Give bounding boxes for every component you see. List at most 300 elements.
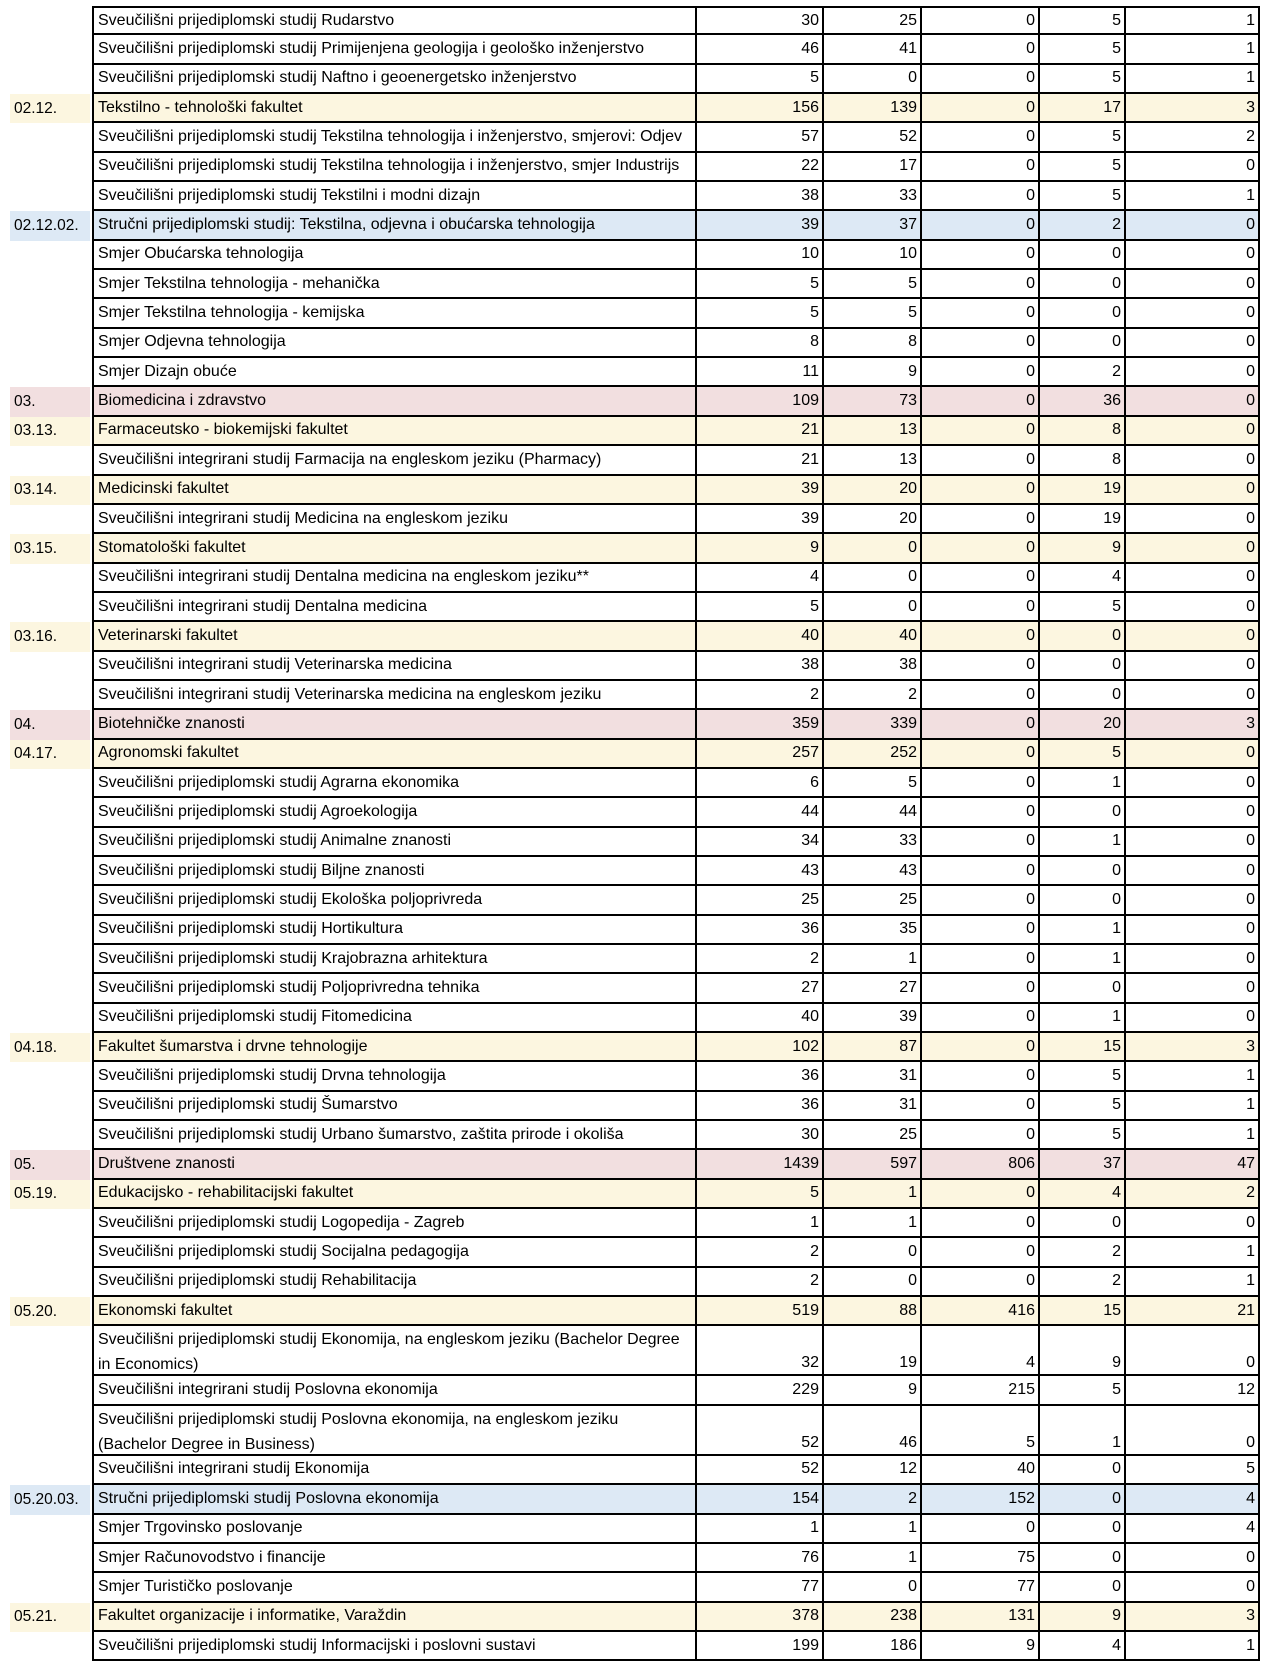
row-cells	[92, 35, 1260, 64]
table-row	[10, 1515, 1260, 1544]
table-row	[10, 299, 1260, 328]
value-cell-2: 1	[824, 1180, 922, 1207]
value-cell-1: 44	[697, 798, 824, 825]
row-cells	[92, 65, 1260, 94]
row-cells	[92, 182, 1260, 211]
value-cell-1: 36	[697, 1092, 824, 1119]
value-cell-5: 0	[1126, 1326, 1260, 1374]
value-cell-2: 33	[824, 182, 922, 209]
value-cell-3: 0	[922, 652, 1040, 679]
value-cell-2: 597	[824, 1150, 922, 1177]
value-cell-4: 37	[1040, 1150, 1126, 1177]
value-cell-4: 20	[1040, 710, 1126, 737]
value-cell-4: 2	[1040, 211, 1126, 238]
row-code	[10, 358, 90, 387]
table-row	[10, 270, 1260, 299]
value-cell-1: 36	[697, 1062, 824, 1089]
study-name-cell: Farmaceutsko - biokemijski fakultet	[92, 417, 697, 444]
row-code	[10, 123, 90, 152]
study-name-cell: Sveučilišni prijediplomski studij Agrarna ekonomika	[92, 769, 697, 796]
value-cell-4: 4	[1040, 1632, 1126, 1659]
value-cell-5: 0	[1126, 652, 1260, 679]
value-cell-3: 0	[922, 769, 1040, 796]
value-cell-5: 0	[1126, 329, 1260, 356]
row-code: 03.15.	[10, 534, 90, 563]
value-cell-3: 0	[922, 94, 1040, 121]
study-name-cell: Sveučilišni integrirani studij Medicina na engleskom jeziku	[92, 505, 697, 532]
table-row	[10, 65, 1260, 94]
study-name-cell: Sveučilišni prijediplomski studij Rehabilitacija	[92, 1268, 697, 1295]
value-cell-4: 19	[1040, 505, 1126, 532]
value-cell-2: 1	[824, 1544, 922, 1571]
study-name-cell: Sveučilišni integrirani studij Dentalna medicina na engleskom jeziku**	[92, 564, 697, 591]
value-cell-4: 1	[1040, 828, 1126, 855]
row-code	[10, 299, 90, 328]
study-name-cell: Medicinski fakultet	[92, 476, 697, 503]
study-name-cell: Stručni prijediplomski studij: Tekstilna, odjevna i obućarska tehnologija	[92, 211, 697, 238]
row-cells	[92, 153, 1260, 182]
value-cell-5: 0	[1126, 916, 1260, 943]
row-code	[10, 1326, 90, 1376]
study-name-cell: Sveučilišni prijediplomski studij Šumarstvo	[92, 1092, 697, 1119]
table-row	[10, 564, 1260, 593]
value-cell-4: 5	[1040, 1062, 1126, 1089]
row-cells	[92, 476, 1260, 505]
value-cell-4: 0	[1040, 329, 1126, 356]
table-row	[10, 1150, 1260, 1179]
row-code	[10, 6, 90, 35]
row-code	[10, 65, 90, 94]
study-name-cell: Sveučilišni prijediplomski studij Ekološka poljoprivreda	[92, 886, 697, 913]
value-cell-3: 0	[922, 8, 1040, 33]
value-cell-4: 0	[1040, 652, 1126, 679]
study-name-cell: Sveučilišni prijediplomski studij Hortikultura	[92, 916, 697, 943]
value-cell-1: 4	[697, 564, 824, 591]
value-cell-5: 4	[1126, 1485, 1260, 1512]
value-cell-5: 0	[1126, 593, 1260, 620]
value-cell-1: 378	[697, 1603, 824, 1630]
value-cell-1: 39	[697, 476, 824, 503]
value-cell-1: 46	[697, 35, 824, 62]
value-cell-4: 5	[1040, 65, 1126, 92]
value-cell-3: 0	[922, 1209, 1040, 1236]
value-cell-1: 30	[697, 1121, 824, 1148]
value-cell-3: 215	[922, 1376, 1040, 1403]
row-cells	[92, 211, 1260, 240]
row-cells	[92, 446, 1260, 475]
value-cell-1: 38	[697, 182, 824, 209]
row-code	[10, 1376, 90, 1405]
value-cell-4: 0	[1040, 299, 1126, 326]
study-name-cell: Sveučilišni integrirani studij Farmacija na engleskom jeziku (Pharmacy)	[92, 446, 697, 473]
value-cell-4: 5	[1040, 182, 1126, 209]
value-cell-2: 0	[824, 1573, 922, 1600]
study-name-cell: Sveučilišni prijediplomski studij Naftno i geoenergetsko inženjerstvo	[92, 65, 697, 92]
row-code	[10, 329, 90, 358]
row-cells	[92, 505, 1260, 534]
value-cell-3: 0	[922, 182, 1040, 209]
value-cell-3: 40	[922, 1456, 1040, 1483]
value-cell-2: 5	[824, 270, 922, 297]
table-row	[10, 153, 1260, 182]
row-cells	[92, 1632, 1260, 1661]
value-cell-5: 1	[1126, 1238, 1260, 1265]
value-cell-4: 8	[1040, 417, 1126, 444]
row-code	[10, 1268, 90, 1297]
table-row	[10, 94, 1260, 123]
table-row	[10, 329, 1260, 358]
row-cells	[92, 593, 1260, 622]
value-cell-2: 13	[824, 417, 922, 444]
value-cell-5: 0	[1126, 769, 1260, 796]
row-cells	[92, 1062, 1260, 1091]
value-cell-3: 0	[922, 123, 1040, 150]
row-code	[10, 857, 90, 886]
study-name-cell: Biotehničke znanosti	[92, 710, 697, 737]
value-cell-1: 22	[697, 153, 824, 180]
row-code	[10, 945, 90, 974]
study-name-cell: Sveučilišni prijediplomski studij Ekonomija, na engleskom jeziku (Bachelor Degree in Economics)	[92, 1326, 697, 1374]
table-row	[10, 593, 1260, 622]
row-cells	[92, 1180, 1260, 1209]
row-cells	[92, 1456, 1260, 1485]
value-cell-5: 1	[1126, 1092, 1260, 1119]
value-cell-4: 5	[1040, 1092, 1126, 1119]
table-row	[10, 387, 1260, 416]
study-name-cell: Sveučilišni prijediplomski studij Logopedija - Zagreb	[92, 1209, 697, 1236]
value-cell-2: 339	[824, 710, 922, 737]
value-cell-1: 39	[697, 505, 824, 532]
value-cell-5: 3	[1126, 1603, 1260, 1630]
value-cell-4: 0	[1040, 974, 1126, 1001]
value-cell-3: 131	[922, 1603, 1040, 1630]
study-name-cell: Smjer Računovodstvo i financije	[92, 1544, 697, 1571]
value-cell-1: 2	[697, 1268, 824, 1295]
value-cell-1: 5	[697, 65, 824, 92]
row-cells	[92, 974, 1260, 1003]
study-name-cell: Sveučilišni prijediplomski studij Informacijski i poslovni sustavi	[92, 1632, 697, 1659]
row-code	[10, 153, 90, 182]
value-cell-4: 5	[1040, 1121, 1126, 1148]
value-cell-2: 13	[824, 446, 922, 473]
table-row	[10, 6, 1260, 35]
row-code: 05.19.	[10, 1180, 90, 1209]
value-cell-3: 0	[922, 798, 1040, 825]
value-cell-3: 0	[922, 534, 1040, 561]
value-cell-3: 0	[922, 1515, 1040, 1542]
row-cells	[92, 270, 1260, 299]
value-cell-1: 1439	[697, 1150, 824, 1177]
value-cell-2: 10	[824, 241, 922, 268]
study-name-cell: Sveučilišni prijediplomski studij Tekstilna tehnologija i inženjerstvo, smjerovi: Odjev	[92, 123, 697, 150]
value-cell-5: 1	[1126, 1632, 1260, 1659]
row-cells	[92, 6, 1260, 35]
value-cell-1: 32	[697, 1326, 824, 1374]
row-cells	[92, 681, 1260, 710]
row-code	[10, 798, 90, 827]
value-cell-5: 1	[1126, 35, 1260, 62]
row-cells	[92, 886, 1260, 915]
value-cell-4: 5	[1040, 593, 1126, 620]
study-name-cell: Sveučilišni integrirani studij Ekonomija	[92, 1456, 697, 1483]
study-name-cell: Agronomski fakultet	[92, 740, 697, 767]
study-name-cell: Sveučilišni integrirani studij Veterinarska medicina na engleskom jeziku	[92, 681, 697, 708]
value-cell-2: 12	[824, 1456, 922, 1483]
value-cell-1: 519	[697, 1297, 824, 1324]
value-cell-2: 20	[824, 505, 922, 532]
value-cell-5: 0	[1126, 564, 1260, 591]
value-cell-5: 0	[1126, 681, 1260, 708]
value-cell-3: 77	[922, 1573, 1040, 1600]
study-name-cell: Sveučilišni prijediplomski studij Tekstilni i modni dizajn	[92, 182, 697, 209]
value-cell-3: 0	[922, 1121, 1040, 1148]
value-cell-5: 0	[1126, 270, 1260, 297]
row-cells	[92, 1297, 1260, 1326]
value-cell-2: 41	[824, 35, 922, 62]
table-row	[10, 1603, 1260, 1632]
value-cell-5: 0	[1126, 211, 1260, 238]
value-cell-4: 5	[1040, 8, 1126, 33]
value-cell-1: 156	[697, 94, 824, 121]
table-row	[10, 1209, 1260, 1238]
value-cell-2: 0	[824, 593, 922, 620]
value-cell-2: 5	[824, 769, 922, 796]
value-cell-5: 0	[1126, 945, 1260, 972]
value-cell-1: 21	[697, 417, 824, 444]
table-row	[10, 769, 1260, 798]
value-cell-2: 52	[824, 123, 922, 150]
value-cell-5: 0	[1126, 798, 1260, 825]
value-cell-2: 33	[824, 828, 922, 855]
row-cells	[92, 1603, 1260, 1632]
value-cell-3: 9	[922, 1632, 1040, 1659]
value-cell-3: 0	[922, 828, 1040, 855]
value-cell-2: 1	[824, 1209, 922, 1236]
value-cell-1: 52	[697, 1456, 824, 1483]
row-cells	[92, 652, 1260, 681]
table-row	[10, 1573, 1260, 1602]
row-code	[10, 1062, 90, 1091]
row-cells	[92, 1544, 1260, 1573]
value-cell-2: 38	[824, 652, 922, 679]
table-row	[10, 710, 1260, 739]
row-cells	[92, 1573, 1260, 1602]
value-cell-4: 2	[1040, 358, 1126, 385]
value-cell-4: 0	[1040, 622, 1126, 649]
row-code	[10, 974, 90, 1003]
value-cell-3: 0	[922, 857, 1040, 884]
value-cell-1: 57	[697, 123, 824, 150]
value-cell-3: 0	[922, 1062, 1040, 1089]
value-cell-5: 0	[1126, 153, 1260, 180]
value-cell-4: 0	[1040, 1456, 1126, 1483]
value-cell-2: 25	[824, 886, 922, 913]
value-cell-4: 0	[1040, 241, 1126, 268]
study-name-cell: Fakultet šumarstva i drvne tehnologije	[92, 1033, 697, 1060]
value-cell-2: 238	[824, 1603, 922, 1630]
value-cell-3: 75	[922, 1544, 1040, 1571]
table-row	[10, 1297, 1260, 1326]
value-cell-2: 87	[824, 1033, 922, 1060]
value-cell-5: 4	[1126, 1515, 1260, 1542]
value-cell-3: 0	[922, 916, 1040, 943]
row-code: 05.21.	[10, 1603, 90, 1632]
value-cell-4: 15	[1040, 1033, 1126, 1060]
value-cell-1: 5	[697, 299, 824, 326]
value-cell-2: 73	[824, 387, 922, 414]
value-cell-2: 35	[824, 916, 922, 943]
table-row	[10, 857, 1260, 886]
study-name-cell: Sveučilišni prijediplomski studij Urbano šumarstvo, zaštita prirode i okoliša	[92, 1121, 697, 1148]
row-code	[10, 564, 90, 593]
row-cells	[92, 1376, 1260, 1405]
value-cell-4: 5	[1040, 153, 1126, 180]
value-cell-2: 1	[824, 945, 922, 972]
row-code: 05.20.	[10, 1297, 90, 1326]
row-cells	[92, 1268, 1260, 1297]
value-cell-3: 0	[922, 446, 1040, 473]
value-cell-2: 0	[824, 65, 922, 92]
value-cell-5: 5	[1126, 1456, 1260, 1483]
row-cells	[92, 564, 1260, 593]
value-cell-3: 5	[922, 1406, 1040, 1454]
row-cells	[92, 1485, 1260, 1514]
study-name-cell: Smjer Tekstilna tehnologija - mehanička	[92, 270, 697, 297]
value-cell-4: 0	[1040, 886, 1126, 913]
table-row	[10, 622, 1260, 651]
value-cell-3: 806	[922, 1150, 1040, 1177]
study-name-cell: Sveučilišni prijediplomski studij Rudarstvo	[92, 8, 697, 33]
row-cells	[92, 1092, 1260, 1121]
row-code	[10, 182, 90, 211]
table-row	[10, 1485, 1260, 1514]
value-cell-3: 4	[922, 1326, 1040, 1374]
row-code	[10, 1238, 90, 1267]
value-cell-1: 27	[697, 974, 824, 1001]
row-cells	[92, 1326, 1260, 1376]
value-cell-3: 0	[922, 1238, 1040, 1265]
value-cell-3: 0	[922, 564, 1040, 591]
value-cell-2: 19	[824, 1326, 922, 1374]
value-cell-1: 257	[697, 740, 824, 767]
value-cell-5: 0	[1126, 505, 1260, 532]
value-cell-3: 0	[922, 593, 1040, 620]
value-cell-1: 25	[697, 886, 824, 913]
row-code	[10, 886, 90, 915]
value-cell-2: 0	[824, 1268, 922, 1295]
value-cell-1: 199	[697, 1632, 824, 1659]
value-cell-5: 0	[1126, 886, 1260, 913]
value-cell-5: 1	[1126, 1268, 1260, 1295]
row-code: 03.13.	[10, 417, 90, 446]
value-cell-3: 0	[922, 505, 1040, 532]
study-name-cell: Smjer Trgovinsko poslovanje	[92, 1515, 697, 1542]
row-code	[10, 35, 90, 64]
value-cell-3: 416	[922, 1297, 1040, 1324]
table-row	[10, 1180, 1260, 1209]
value-cell-5: 1	[1126, 8, 1260, 33]
row-code	[10, 1456, 90, 1485]
study-name-cell: Društvene znanosti	[92, 1150, 697, 1177]
value-cell-2: 252	[824, 740, 922, 767]
row-cells	[92, 1406, 1260, 1456]
value-cell-1: 76	[697, 1544, 824, 1571]
row-code: 04.17.	[10, 740, 90, 769]
value-cell-1: 8	[697, 329, 824, 356]
value-cell-5: 1	[1126, 182, 1260, 209]
value-cell-5: 0	[1126, 417, 1260, 444]
row-code	[10, 1544, 90, 1573]
row-cells	[92, 945, 1260, 974]
value-cell-4: 5	[1040, 740, 1126, 767]
table-row	[10, 1406, 1260, 1456]
value-cell-1: 38	[697, 652, 824, 679]
value-cell-2: 20	[824, 476, 922, 503]
row-cells	[92, 241, 1260, 270]
value-cell-3: 0	[922, 476, 1040, 503]
study-name-cell: Sveučilišni prijediplomski studij Poljoprivredna tehnika	[92, 974, 697, 1001]
value-cell-5: 2	[1126, 123, 1260, 150]
row-cells	[92, 828, 1260, 857]
value-cell-4: 0	[1040, 1544, 1126, 1571]
value-cell-1: 1	[697, 1209, 824, 1236]
study-name-cell: Sveučilišni prijediplomski studij Primijenjena geologija i geološko inženjerstvo	[92, 35, 697, 62]
value-cell-5: 0	[1126, 1573, 1260, 1600]
value-cell-5: 2	[1126, 1180, 1260, 1207]
value-cell-3: 0	[922, 211, 1040, 238]
value-cell-1: 102	[697, 1033, 824, 1060]
value-cell-5: 47	[1126, 1150, 1260, 1177]
study-name-cell: Tekstilno - tehnološki fakultet	[92, 94, 697, 121]
value-cell-4: 5	[1040, 1376, 1126, 1403]
value-cell-4: 0	[1040, 857, 1126, 884]
row-code	[10, 1121, 90, 1150]
value-cell-4: 4	[1040, 1180, 1126, 1207]
value-cell-3: 0	[922, 740, 1040, 767]
row-cells	[92, 534, 1260, 563]
row-cells	[92, 1121, 1260, 1150]
study-name-cell: Sveučilišni prijediplomski studij Biljne znanosti	[92, 857, 697, 884]
study-name-cell: Sveučilišni integrirani studij Dentalna medicina	[92, 593, 697, 620]
value-cell-5: 3	[1126, 710, 1260, 737]
table-row	[10, 916, 1260, 945]
study-name-cell: Sveučilišni integrirani studij Poslovna ekonomija	[92, 1376, 697, 1403]
value-cell-3: 0	[922, 270, 1040, 297]
value-cell-3: 0	[922, 1092, 1040, 1119]
value-cell-2: 40	[824, 622, 922, 649]
value-cell-5: 0	[1126, 974, 1260, 1001]
row-code: 03.14.	[10, 476, 90, 505]
row-cells	[92, 857, 1260, 886]
table-row	[10, 505, 1260, 534]
row-cells	[92, 387, 1260, 416]
row-cells	[92, 769, 1260, 798]
row-cells	[92, 417, 1260, 446]
value-cell-1: 5	[697, 593, 824, 620]
value-cell-4: 9	[1040, 534, 1126, 561]
value-cell-5: 0	[1126, 622, 1260, 649]
row-cells	[92, 123, 1260, 152]
value-cell-4: 2	[1040, 1268, 1126, 1295]
value-cell-4: 1	[1040, 1004, 1126, 1031]
table-row	[10, 1238, 1260, 1267]
table-row	[10, 740, 1260, 769]
row-cells	[92, 1209, 1260, 1238]
value-cell-5: 21	[1126, 1297, 1260, 1324]
table-row	[10, 652, 1260, 681]
value-cell-1: 2	[697, 945, 824, 972]
row-code	[10, 1209, 90, 1238]
